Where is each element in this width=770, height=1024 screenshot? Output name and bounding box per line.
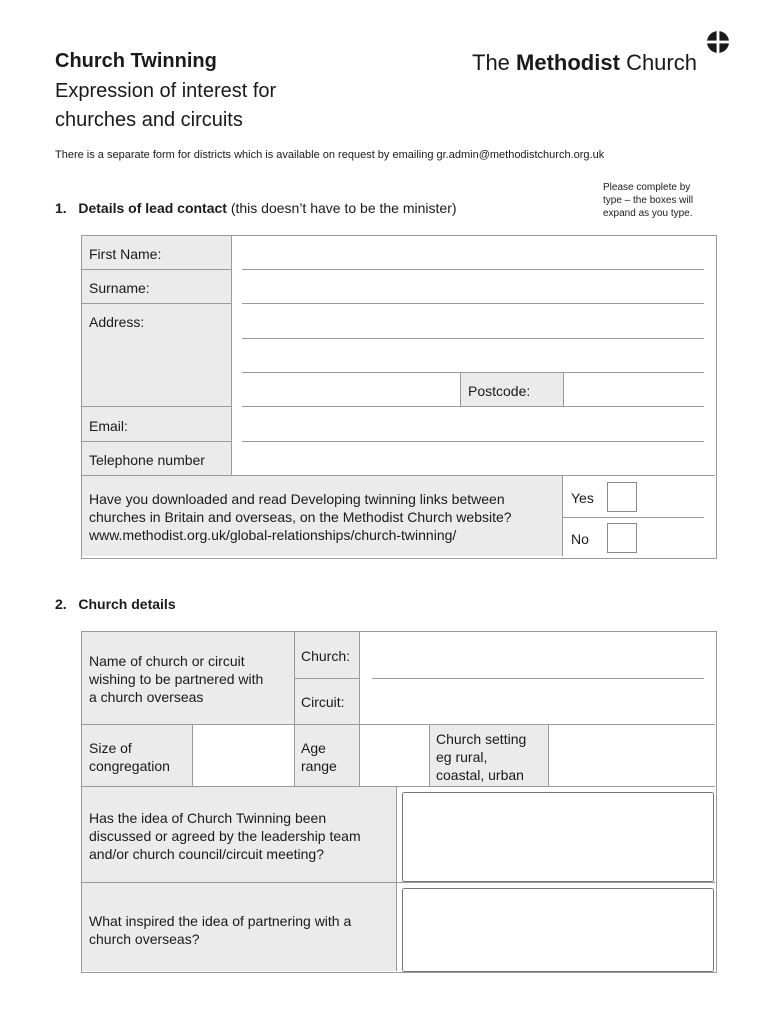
row-divider [82,406,231,407]
name-line2: wishing to be partnered with [89,671,264,687]
section2-number: 2. [55,596,67,612]
name-line1: Name of church or circuit [89,653,245,669]
input-underline [242,303,704,304]
section1-heading-rest: (this doesn’t have to be the minister) [230,200,457,216]
email-input[interactable] [244,419,706,439]
size-line1: Size of [89,740,132,756]
note-line3: expand as you type. [603,208,693,219]
cell-divider [359,725,360,786]
postcode-divider [460,373,461,406]
brand-suffix: Church [626,50,697,75]
input-underline [242,441,704,442]
note-line1: Please complete by [603,182,691,193]
cell-divider [429,725,430,786]
postcode-input[interactable] [568,382,706,402]
section2-heading [55,596,176,612]
form-subtitle-line2: churches and circuits [55,109,243,131]
inspired-line1: What inspired the idea of partnering with a [89,913,352,929]
address-line3-input[interactable] [244,384,458,404]
postcode-divider [563,373,564,406]
age-line1: Age [301,740,326,756]
yes-checkbox[interactable] [607,482,637,512]
size-line2: congregation [89,758,170,774]
completion-note [603,181,693,220]
inspired-question [89,912,351,948]
inspired-line2: church overseas? [89,931,200,947]
note-line2: type – the boxes will [603,195,694,206]
cell-divider [359,632,360,724]
yes-label: Yes [571,490,594,506]
question-divider [562,476,563,556]
section2-heading-text: Church details [78,596,176,612]
brand-bold: Methodist [516,50,620,75]
age-line2: range [301,758,337,774]
inspired-input[interactable] [402,888,714,972]
address-line1-input[interactable] [244,316,706,336]
telephone-label: Telephone number [89,452,205,468]
form-subtitle-line1: Expression of interest for [55,80,277,102]
row-divider [82,303,231,304]
age-range-input[interactable] [364,746,428,766]
input-underline [242,338,704,339]
setting-label [436,730,526,784]
download-question [89,490,512,544]
discussed-line3: and/or church council/circuit meeting? [89,846,325,862]
section1-number: 1. [55,200,67,216]
input-underline [242,406,704,407]
cell-divider [192,725,193,786]
address-label: Address: [89,314,145,330]
congregation-size-input[interactable] [198,746,292,766]
form-title: Church Twinning [55,50,217,72]
section1-heading-bold: Details of lead contact [78,200,227,216]
discussed-line2: discussed or agreed by the leadership team [89,828,361,844]
input-underline [242,269,704,270]
discussed-input[interactable] [402,792,714,882]
contact-labels-column [82,236,231,475]
input-underline [372,678,704,679]
label-divider [231,236,232,475]
methodist-orb-and-cross-icon [706,30,730,54]
church-label: Church: [301,648,351,664]
row-divider [295,678,359,679]
yes-no-divider [563,517,704,518]
setting-line1: Church setting [436,731,527,747]
row-divider [82,441,231,442]
telephone-input[interactable] [244,453,706,473]
section1-heading [55,200,457,216]
intro-text: There is a separate form for districts which is available on request by emailing gr.admin@methodistchurch.org.uk [55,149,605,161]
setting-line3: coastal, urban [436,767,524,783]
row-divider [82,475,232,476]
cell-divider [294,725,295,786]
church-name-question [89,652,263,706]
circuit-label: Circuit: [301,694,345,710]
question-line2: churches in Britain and overseas, on the Methodist Church website? [89,509,512,525]
no-label: No [571,531,589,547]
question-line3: www.methodist.org.uk/global-relationships/church-twinning/ [89,527,457,543]
age-label [301,739,337,775]
surname-input[interactable] [244,282,706,302]
discussed-line1: Has the idea of Church Twinning been [89,810,327,826]
email-label: Email: [89,418,128,434]
methodist-brand [472,50,697,76]
circuit-input[interactable] [374,693,706,713]
brand-prefix: The [472,50,510,75]
no-checkbox[interactable] [607,523,637,553]
name-line3: a church overseas [89,689,204,705]
church-setting-input[interactable] [554,746,708,766]
question-line1: Have you downloaded and read Developing twinning links between [89,491,505,507]
postcode-label: Postcode: [468,383,531,399]
first-name-input[interactable] [244,248,706,268]
cell-divider [396,787,397,971]
church-input[interactable] [374,656,706,676]
first-name-label: First Name: [89,246,162,262]
discussed-question [89,809,361,863]
address-line2-input[interactable] [244,350,706,370]
setting-line2: eg rural, [436,749,488,765]
cell-divider [548,725,549,786]
surname-label: Surname: [89,280,150,296]
size-label [89,739,170,775]
row-divider [82,269,231,270]
